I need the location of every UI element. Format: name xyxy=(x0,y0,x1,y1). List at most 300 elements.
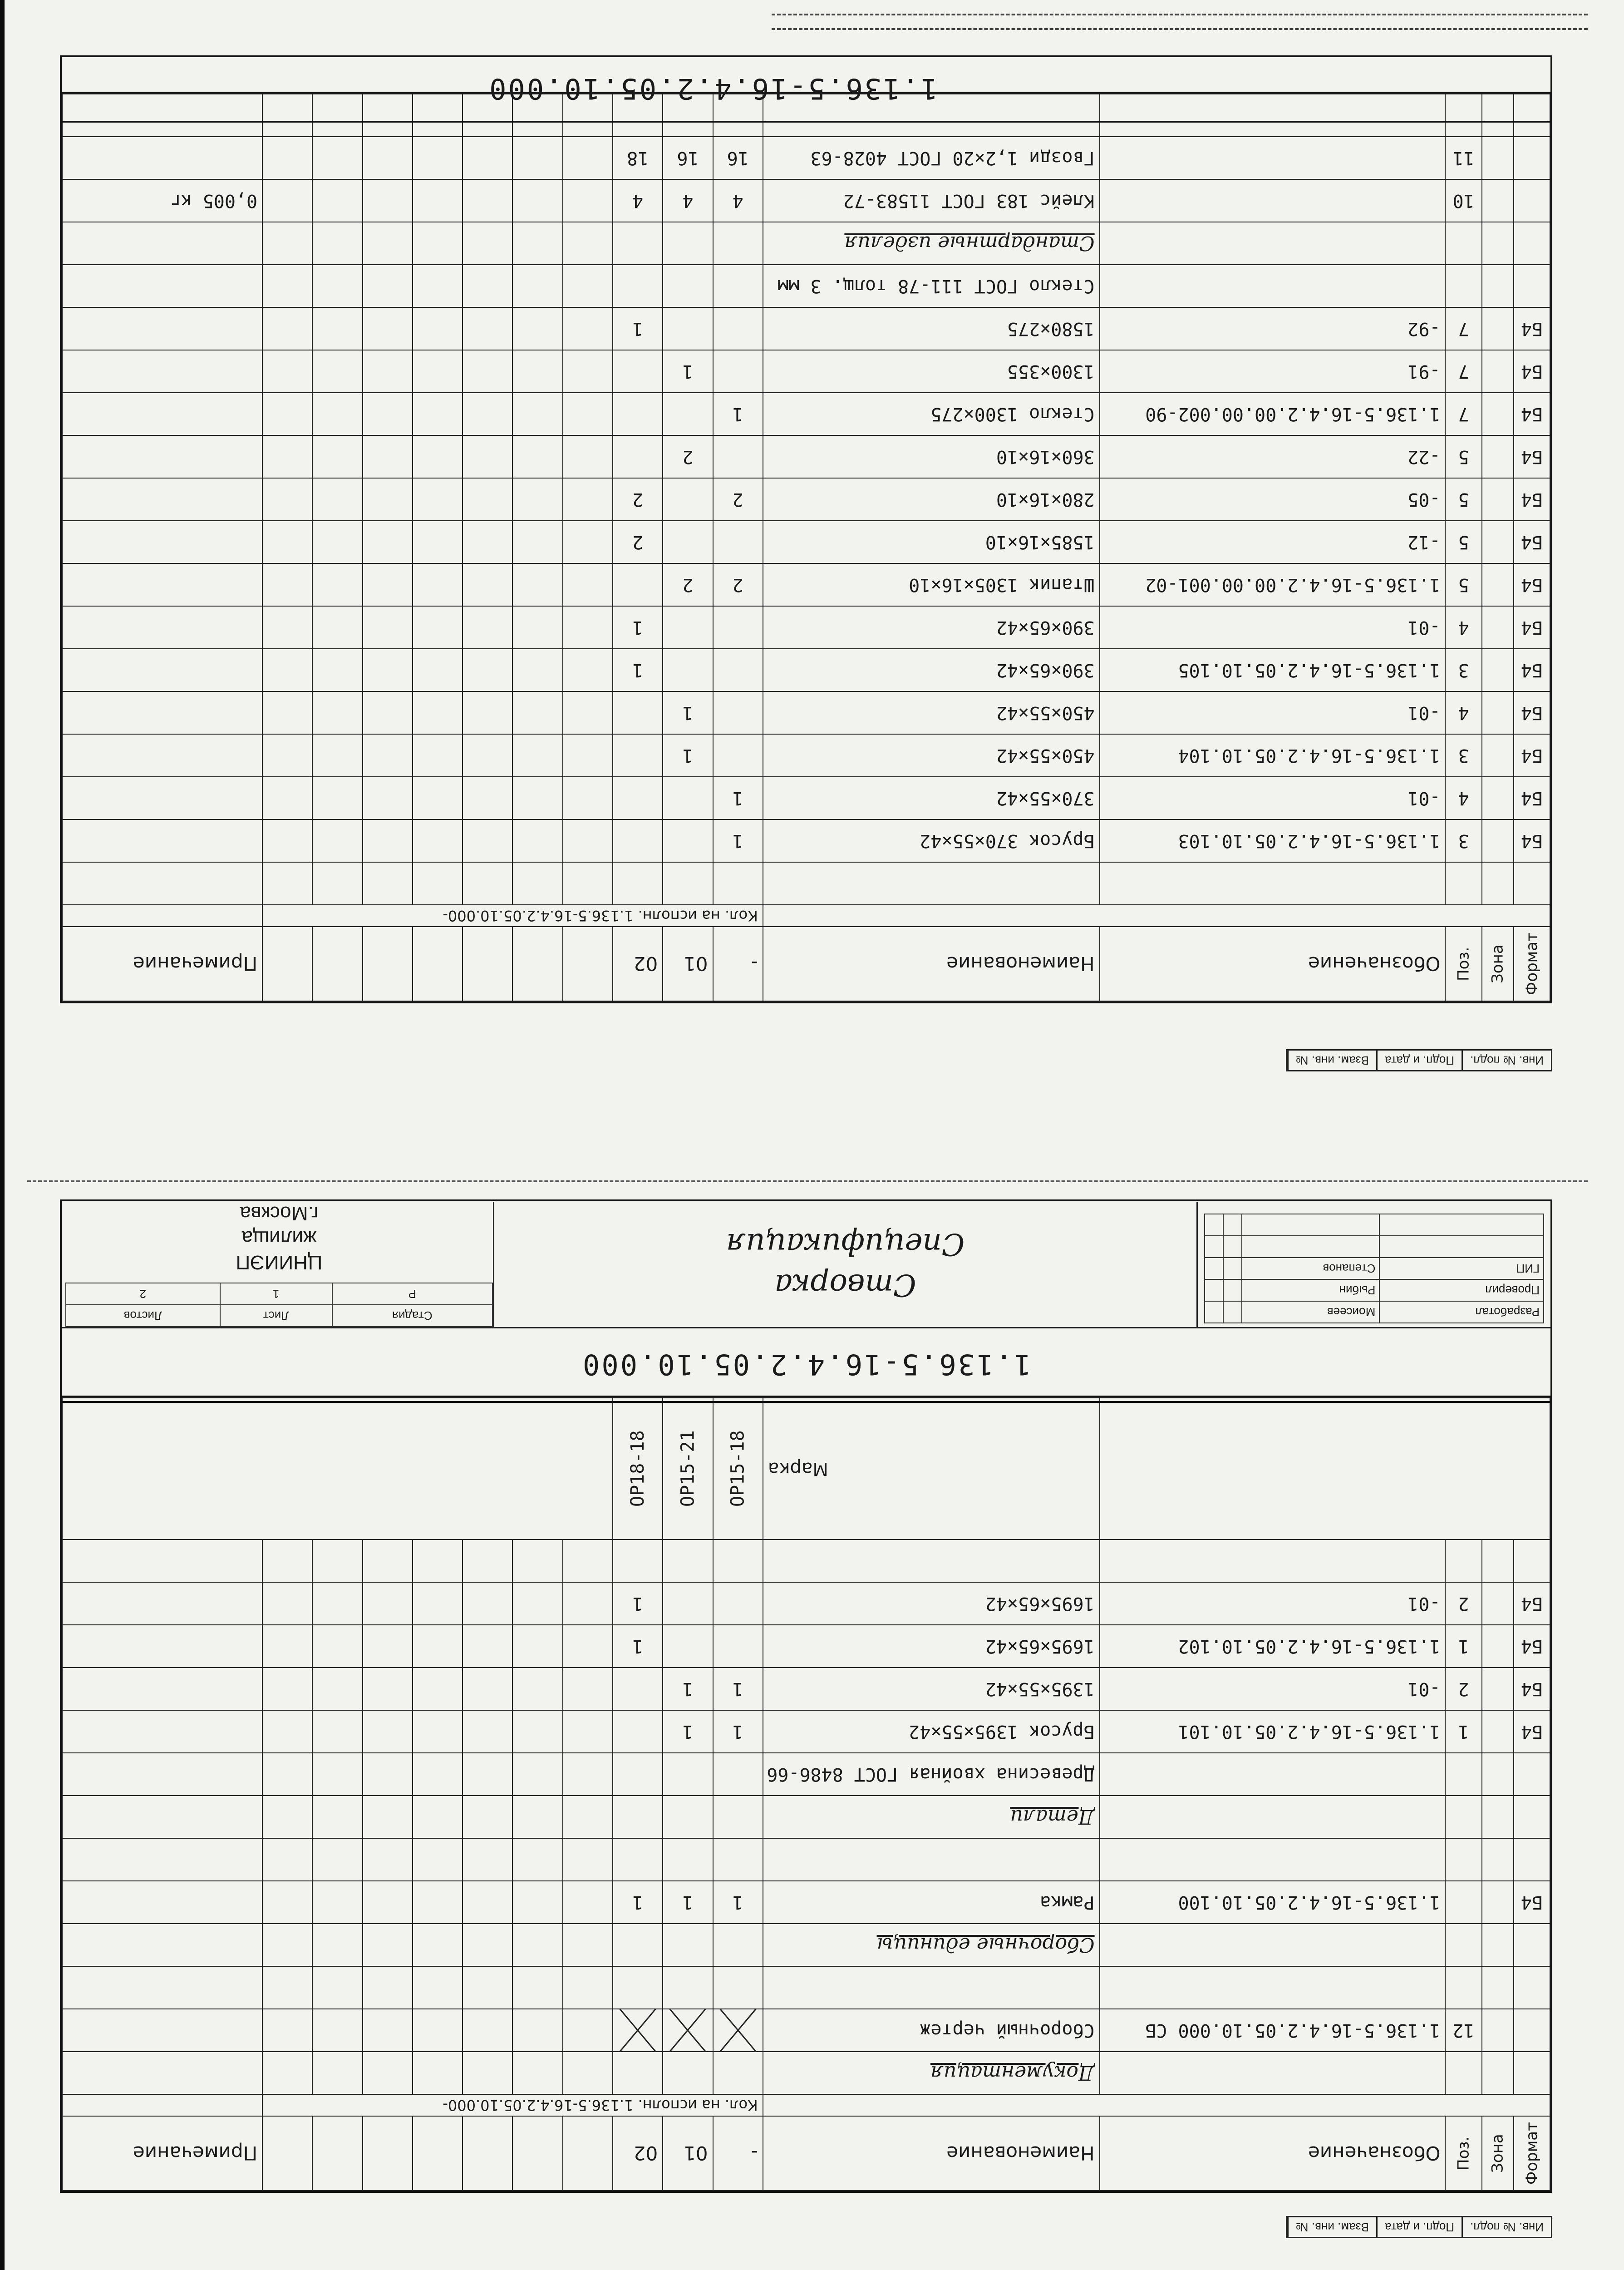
cell-qty-empty xyxy=(312,478,362,521)
cell-qty-empty xyxy=(563,649,613,691)
cell-qty-empty xyxy=(463,777,512,819)
cell-qty xyxy=(663,1924,713,1966)
cell-qty-empty xyxy=(563,179,613,222)
spec-table xyxy=(62,94,1550,1002)
qty-group-row xyxy=(62,905,1550,927)
cell-qty: 2 xyxy=(663,563,713,606)
cell-zone xyxy=(1482,1582,1514,1625)
document-code: 1.136.5-16.4.2.05.10.000 xyxy=(487,72,938,106)
cell-qty-empty xyxy=(262,1582,312,1625)
cell-qty-empty xyxy=(413,2009,463,2052)
cell-remark xyxy=(62,1838,262,1881)
cell-qty-empty xyxy=(512,606,562,649)
cell-pos xyxy=(1445,2052,1481,2094)
cell-name: Древесина хвойная ГОСТ 8486-66 xyxy=(763,1753,1100,1796)
cell-qty-empty xyxy=(262,819,312,862)
col-variant-empty xyxy=(512,927,562,1001)
table-row xyxy=(62,179,1550,222)
cell-zone xyxy=(1482,1881,1514,1924)
cell-qty: 2 xyxy=(663,435,713,478)
signature-row xyxy=(1205,1258,1544,1279)
cell-qty-empty xyxy=(563,393,613,435)
cell-designation xyxy=(1100,1838,1446,1881)
cell-qty-not-applicable xyxy=(663,2009,713,2052)
cell-pos: 3 xyxy=(1445,819,1481,862)
cell-qty xyxy=(713,521,763,563)
cell-qty-empty xyxy=(563,435,613,478)
cell-qty: 1 xyxy=(663,1668,713,1710)
cell-qty-empty xyxy=(463,222,512,265)
cell-qty-empty xyxy=(262,350,312,393)
cell-qty: 4 xyxy=(663,179,713,222)
cell-qty xyxy=(613,393,663,435)
cell-pos: 4 xyxy=(1445,606,1481,649)
cell-qty-empty xyxy=(512,1668,562,1710)
col-designation: Обозначение xyxy=(1100,927,1446,1001)
org-line-3: г.Москва xyxy=(240,1202,319,1224)
cell-name: 450×55×42 xyxy=(763,691,1100,734)
qty-group-label: Кол. на исполн. 1.136.5-16.4.2.05.10.000- xyxy=(262,905,763,927)
cell-qty: 16 xyxy=(713,137,763,179)
cell-qty-empty xyxy=(312,1966,362,2009)
cell-qty-empty xyxy=(262,2009,312,2052)
cell-qty-empty xyxy=(312,2052,362,2094)
cell-qty-empty xyxy=(413,1710,463,1753)
cell-pos xyxy=(1445,862,1481,905)
col-remark: Примечание xyxy=(62,927,262,1001)
org-line-1: ЦНИИЭП xyxy=(236,1251,323,1273)
cell-qty xyxy=(613,1966,663,2009)
cell-format xyxy=(1514,1796,1550,1838)
cell-qty-empty xyxy=(463,1668,512,1710)
cell-qty: 1 xyxy=(613,1625,663,1668)
cell-qty xyxy=(613,691,663,734)
table-row xyxy=(62,1753,1550,1796)
table-row xyxy=(62,478,1550,521)
cell-format: Б4 xyxy=(1514,606,1550,649)
cell-qty-not-applicable xyxy=(713,2009,763,2052)
cell-qty-empty xyxy=(413,521,463,563)
cell-qty-empty xyxy=(463,307,512,350)
cell-qty-empty xyxy=(563,819,613,862)
cell-designation: 1.136.5-16.4.2.05.10.101 xyxy=(1100,1710,1446,1753)
date xyxy=(1205,1279,1223,1301)
cell-qty: 2 xyxy=(613,478,663,521)
cell-qty-empty xyxy=(312,521,362,563)
cell-qty-empty xyxy=(512,1582,562,1625)
cell-name: Сборочный чертеж xyxy=(763,2009,1100,2052)
cell-qty xyxy=(713,1796,763,1838)
cell-name: Клейс 183 ГОСТ 11583-72 xyxy=(763,179,1100,222)
cell-format: Б4 xyxy=(1514,350,1550,393)
cell-qty xyxy=(613,734,663,777)
cell-format: Б4 xyxy=(1514,649,1550,691)
cell-format: Б4 xyxy=(1514,521,1550,563)
cell-qty-empty xyxy=(512,1540,562,1582)
signature-row xyxy=(1205,1214,1544,1236)
cell-qty-empty xyxy=(463,862,512,905)
cell-qty-empty xyxy=(563,1881,613,1924)
cell-qty-empty xyxy=(312,691,362,734)
cell-remark xyxy=(62,265,262,307)
cell-name: 390×65×42 xyxy=(763,606,1100,649)
cell-designation: -22 xyxy=(1100,435,1446,478)
cell-designation xyxy=(1100,222,1446,265)
role: ГИП xyxy=(1379,1258,1544,1279)
table-row xyxy=(62,1668,1550,1710)
cell-qty-empty xyxy=(413,350,463,393)
cell-qty xyxy=(663,606,713,649)
cell-qty-empty xyxy=(563,862,613,905)
mark-1: ОР15-21 xyxy=(663,1398,713,1540)
cell-pos: 1 xyxy=(1445,1710,1481,1753)
cell-qty-empty xyxy=(563,734,613,777)
cell-qty: 1 xyxy=(663,1881,713,1924)
qty-group-spacer xyxy=(62,905,262,927)
cell-zone xyxy=(1482,1540,1514,1582)
cell-qty-empty xyxy=(413,137,463,179)
cell-zone xyxy=(1482,393,1514,435)
sheets-label: Листов xyxy=(66,1305,220,1327)
cell-qty: 4 xyxy=(713,179,763,222)
cell-name: Рамка xyxy=(763,1881,1100,1924)
cell-zone xyxy=(1482,1753,1514,1796)
cell-qty-empty xyxy=(413,393,463,435)
col-variant-1: 01 xyxy=(663,927,713,1001)
table-row xyxy=(62,265,1550,307)
cell-qty-empty xyxy=(512,1625,562,1668)
cell-designation xyxy=(1100,179,1446,222)
table-row xyxy=(62,521,1550,563)
cell-qty-empty xyxy=(312,862,362,905)
cell-qty-empty xyxy=(363,435,413,478)
table-row xyxy=(62,1838,1550,1881)
cell-qty-empty xyxy=(262,1668,312,1710)
cell-qty xyxy=(613,435,663,478)
cell-qty: 1 xyxy=(663,691,713,734)
cell-qty-empty xyxy=(363,1924,413,1966)
cell-qty-empty xyxy=(563,1924,613,1966)
cell-qty-empty xyxy=(262,478,312,521)
cell-qty-empty xyxy=(413,1582,463,1625)
cell-designation: 1.136.5-16.4.2.05.10.103 xyxy=(1100,819,1446,862)
cell-qty-empty xyxy=(512,521,562,563)
col-variant-empty xyxy=(363,2116,413,2191)
cell-qty-empty xyxy=(312,222,362,265)
cell-remark xyxy=(62,606,262,649)
cell-designation: 1.136.5-16.4.2.05.10.105 xyxy=(1100,649,1446,691)
cell-pos: 4 xyxy=(1445,691,1481,734)
cell-format: Б4 xyxy=(1514,1881,1550,1924)
cell-qty: 1 xyxy=(613,307,663,350)
cell-name: 1395×55×42 xyxy=(763,1668,1100,1710)
table-row xyxy=(62,1540,1550,1582)
cell-qty xyxy=(713,222,763,265)
cell-name: 450×55×42 xyxy=(763,734,1100,777)
cell-qty-empty xyxy=(262,1924,312,1966)
cell-qty-empty xyxy=(262,691,312,734)
cell-qty-empty xyxy=(413,179,463,222)
cell-qty-empty xyxy=(413,1668,463,1710)
cell-qty: 1 xyxy=(713,1668,763,1710)
cell-qty xyxy=(713,1924,763,1966)
col-variant-empty xyxy=(262,2116,312,2191)
cell-qty xyxy=(663,1796,713,1838)
cell-qty-empty xyxy=(563,307,613,350)
cell-format xyxy=(1514,1753,1550,1796)
signatures-table xyxy=(1204,1214,1544,1323)
cell-qty-empty xyxy=(512,1924,562,1966)
cell-qty-empty xyxy=(363,307,413,350)
cell-name xyxy=(763,1838,1100,1881)
cell-qty-empty xyxy=(563,606,613,649)
cell-qty-empty xyxy=(512,265,562,307)
cell-qty xyxy=(713,1625,763,1668)
cell-qty: 1 xyxy=(713,777,763,819)
table-row xyxy=(62,350,1550,393)
cell-pos xyxy=(1445,1540,1481,1582)
cell-format: Б4 xyxy=(1514,435,1550,478)
signer-name: Моисеев xyxy=(1242,1301,1380,1323)
cell-format: Б4 xyxy=(1514,1710,1550,1753)
col-variant-empty xyxy=(563,2116,613,2191)
cell-qty-empty xyxy=(512,478,562,521)
cell-format xyxy=(1514,179,1550,222)
cell-qty-empty xyxy=(262,137,312,179)
cell-pos: 5 xyxy=(1445,521,1481,563)
cell-qty-empty xyxy=(262,393,312,435)
binding-edge xyxy=(0,0,5,2270)
col-remark: Примечание xyxy=(62,2116,262,2191)
cell-zone xyxy=(1482,1924,1514,1966)
cell-qty xyxy=(713,1753,763,1796)
cell-qty-empty xyxy=(363,1966,413,2009)
cell-qty-empty xyxy=(312,435,362,478)
spec-body xyxy=(62,1540,1550,2094)
col-variant-empty xyxy=(312,2116,362,2191)
cell-remark xyxy=(62,1710,262,1753)
cell-qty-empty xyxy=(312,1796,362,1838)
cell-name: Гвозди 1,2×20 ГОСТ 4028-63 xyxy=(763,137,1100,179)
cell-qty xyxy=(613,777,663,819)
sheets-value: 2 xyxy=(66,1283,220,1305)
cell-pos: 7 xyxy=(1445,350,1481,393)
cell-qty-empty xyxy=(262,563,312,606)
top-dash-line xyxy=(772,14,1588,15)
cell-qty-empty xyxy=(512,1753,562,1796)
cell-qty-empty xyxy=(312,265,362,307)
cell-format xyxy=(1514,1966,1550,2009)
mark-0: ОР15-18 xyxy=(713,1398,763,1540)
cell-designation: -12 xyxy=(1100,521,1446,563)
cell-qty-empty xyxy=(512,222,562,265)
cell-qty xyxy=(713,649,763,691)
cell-qty-empty xyxy=(312,1924,362,1966)
cell-designation: -05 xyxy=(1100,478,1446,521)
cell-qty-empty xyxy=(262,222,312,265)
cell-qty xyxy=(663,1753,713,1796)
cell-pos xyxy=(1445,1796,1481,1838)
cell-qty xyxy=(663,307,713,350)
cell-zone xyxy=(1482,862,1514,905)
title-code-row xyxy=(62,1327,1550,1401)
cell-zone xyxy=(1482,478,1514,521)
cell-qty-empty xyxy=(413,265,463,307)
cell-format: Б4 xyxy=(1514,307,1550,350)
stamp-cell: Инв. № подл. xyxy=(1462,2217,1551,2237)
cell-zone xyxy=(1482,649,1514,691)
cell-designation: -01 xyxy=(1100,606,1446,649)
cell-qty-empty xyxy=(262,1838,312,1881)
cell-qty-empty xyxy=(563,521,613,563)
approval-stamp xyxy=(1286,2216,1552,2238)
cell-qty: 1 xyxy=(613,649,663,691)
table-row xyxy=(62,1924,1550,1966)
cell-qty-empty xyxy=(563,2052,613,2094)
cell-qty-empty xyxy=(363,862,413,905)
stage-label: Стадия xyxy=(332,1305,492,1327)
cell-qty xyxy=(713,307,763,350)
table-row xyxy=(62,563,1550,606)
cell-qty-empty xyxy=(463,1582,512,1625)
col-variant-0: - xyxy=(713,927,763,1001)
cell-qty-empty xyxy=(463,734,512,777)
sheet-label: Лист xyxy=(220,1305,332,1327)
cell-zone xyxy=(1482,734,1514,777)
table-row xyxy=(62,1966,1550,2009)
cell-qty-empty xyxy=(262,1753,312,1796)
top-dash-line-2 xyxy=(772,28,1588,30)
col-variant-empty xyxy=(463,927,512,1001)
table-row xyxy=(62,734,1550,777)
spec-sheet-1 xyxy=(64,1202,1552,2234)
cell-designation xyxy=(1100,862,1446,905)
date xyxy=(1205,1258,1223,1279)
marks-spacer xyxy=(1100,1398,1550,1540)
cell-qty-empty xyxy=(262,179,312,222)
cell-qty-empty xyxy=(413,734,463,777)
cell-qty-empty xyxy=(463,819,512,862)
cell-pos: 5 xyxy=(1445,435,1481,478)
cell-designation: 1.136.5-16.4.2.00.00.002-90 xyxy=(1100,393,1446,435)
stage-org-block xyxy=(65,1202,493,1327)
cell-qty xyxy=(663,649,713,691)
cell-remark xyxy=(62,2009,262,2052)
spec-table xyxy=(62,1397,1550,2191)
cell-qty: 1 xyxy=(663,734,713,777)
cell-designation: 1.136.5-16.4.2.00.00.001-02 xyxy=(1100,563,1446,606)
spec-sheet-2 xyxy=(64,59,1552,1067)
cell-designation: -92 xyxy=(1100,307,1446,350)
signature-row xyxy=(1205,1279,1544,1301)
cell-qty-empty xyxy=(363,1540,413,1582)
stamp-cell: Инв. № подл. xyxy=(1462,1051,1551,1070)
cell-qty-empty xyxy=(512,1838,562,1881)
cell-zone xyxy=(1482,2052,1514,2094)
cell-qty-empty xyxy=(312,2009,362,2052)
cell-pos xyxy=(1445,265,1481,307)
cell-qty-empty xyxy=(563,265,613,307)
cell-name: Детали xyxy=(763,1796,1100,1838)
cell-remark xyxy=(62,222,262,265)
cell-remark xyxy=(62,1625,262,1668)
cell-qty-empty xyxy=(413,777,463,819)
title-line-1: Створка xyxy=(774,1268,916,1303)
cell-qty-empty xyxy=(512,2052,562,2094)
cell-qty xyxy=(613,2052,663,2094)
cell-designation: 1.136.5-16.4.2.05.10.100 xyxy=(1100,1881,1446,1924)
cell-pos xyxy=(1445,1753,1481,1796)
cell-designation xyxy=(1100,137,1446,179)
cell-qty-empty xyxy=(463,179,512,222)
cell-qty-empty xyxy=(563,2009,613,2052)
cell-qty-empty xyxy=(363,1582,413,1625)
cell-qty-empty xyxy=(413,435,463,478)
cell-qty-empty xyxy=(262,1966,312,2009)
cell-pos: 5 xyxy=(1445,563,1481,606)
cell-qty-empty xyxy=(312,734,362,777)
cell-qty-empty xyxy=(363,1668,413,1710)
cell-remark xyxy=(62,1540,262,1582)
cell-qty xyxy=(663,1625,713,1668)
cell-qty-empty xyxy=(512,1881,562,1924)
cell-qty xyxy=(613,1753,663,1796)
cell-qty-empty xyxy=(312,1881,362,1924)
table-row xyxy=(62,819,1550,862)
title-code: 1.136.5-16.4.2.05.10.000 xyxy=(581,1348,1031,1382)
cell-qty-empty xyxy=(363,1838,413,1881)
org-line-2: жилища xyxy=(241,1227,317,1249)
cell-qty-empty xyxy=(463,435,512,478)
cell-qty xyxy=(663,777,713,819)
cell-remark xyxy=(62,862,262,905)
cell-qty-empty xyxy=(563,478,613,521)
mark-2: ОР18-18 xyxy=(613,1398,663,1540)
cell-qty xyxy=(713,862,763,905)
cell-qty-empty xyxy=(413,691,463,734)
cell-qty: 2 xyxy=(613,521,663,563)
marks-spacer xyxy=(62,1398,613,1540)
cell-format: Б4 xyxy=(1514,1668,1550,1710)
stamp-cell: Взам. инв. № xyxy=(1287,2217,1376,2237)
cell-qty-empty xyxy=(463,1540,512,1582)
cell-qty: 16 xyxy=(663,137,713,179)
cell-qty-empty xyxy=(563,1668,613,1710)
signature-row xyxy=(1205,1301,1544,1323)
cell-qty-empty xyxy=(512,137,562,179)
cell-remark xyxy=(62,563,262,606)
cell-qty xyxy=(663,393,713,435)
cell-qty-empty xyxy=(512,435,562,478)
cell-pos: 10 xyxy=(1445,179,1481,222)
signature xyxy=(1223,1258,1242,1279)
col-zone: Зона xyxy=(1482,2116,1514,2191)
header-code-block xyxy=(60,55,1552,123)
cell-remark xyxy=(62,1753,262,1796)
cell-qty xyxy=(713,1966,763,2009)
header-row xyxy=(62,927,1550,1001)
col-format: Формат xyxy=(1514,927,1550,1001)
cell-format: Б4 xyxy=(1514,1625,1550,1668)
cell-name: 1580×275 xyxy=(763,307,1100,350)
cell-qty-empty xyxy=(363,1881,413,1924)
cell-qty: 1 xyxy=(713,1881,763,1924)
cell-qty: 1 xyxy=(663,350,713,393)
cell-qty xyxy=(613,819,663,862)
table-row xyxy=(62,1881,1550,1924)
cell-format: Б4 xyxy=(1514,734,1550,777)
cell-qty-empty xyxy=(312,606,362,649)
